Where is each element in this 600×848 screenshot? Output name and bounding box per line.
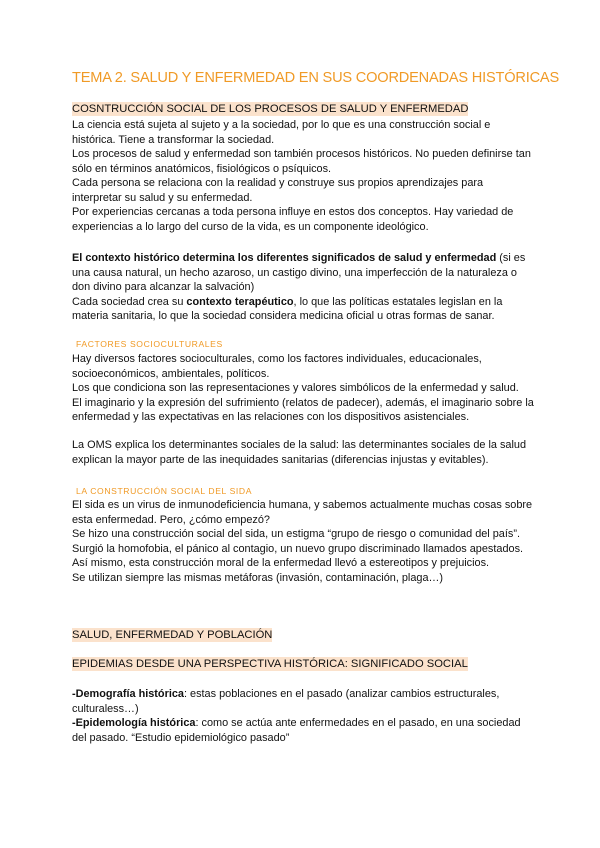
paragraph: Los que condiciona son las representaciones y valores simbólicos de la enfermedad y salud. [72,382,519,394]
paragraph: El contexto histórico determina los diferentes significados de salud y enfermedad (si es una causa natural, un hecho azaroso, un castigo divino, una imperfección de la naturaleza o don divino para alcanzar la salvación) [72,252,526,293]
section-body-oms [72,438,534,467]
paragraph: Por experiencias cercanas a toda persona influye en estos dos conceptos. Hay variedad de experiencias a lo largo del curso de la vida, es un componente ideológico. [72,206,514,233]
paragraph: Cada persona se relaciona con la realidad y construye sus propios aprendizajes para interpretar su salud y su enfermedad. [72,177,484,204]
bold-phrase: -Demografía histórica [72,688,184,700]
section-body-sida [72,498,534,585]
bold-phrase: contexto terapéutico [186,295,294,308]
paragraph: La ciencia está sujeta al sujeto y a la sociedad, por lo que es una construcción social e histórica. Tiene a transformar la sociedad. [72,119,491,146]
page-title: TEMA 2. SALUD Y ENFERMEDAD EN SUS COORDENADAS HISTÓRICAS [72,70,559,86]
list-item: -Demografía histórica: estas poblaciones en el pasado (analizar cambios estructurales, culturaless…) [72,688,500,715]
paragraph: Cada sociedad crea su contexto terapéutico, lo que las políticas estatales legislan en la materia sanitaria, lo que la sociedad considera medicina oficial u otras formas de sanar. [72,295,503,322]
section-body-construccion-social [72,118,534,234]
bold-phrase: -Epidemología histórica [72,717,196,729]
bold-phrase: El contexto histórico determina los diferentes significados de salud y enfermedad [72,252,497,264]
subheading-factores: FACTORES SOCIOCULTURALES [76,339,223,349]
paragraph: Se hizo una construcción social del sida, un estigma “grupo de riesgo o comunidad del país”. Surgió la homofobia, el pánico al contagio, un nuevo grupo discriminado llamados apestados. Así mismo, esta construcción moral de la enfermedad llevó a estereotipos y prejuicios. [72,528,524,569]
paragraph: El imaginario y la expresión del sufrimiento (relatos de padecer), además, el imaginario sobre la enfermedad y las expectativas en las relaciones con los dispositivos asistenciales. [72,396,534,423]
paragraph: Se utilizan siempre las mismas metáforas (invasión, contaminación, plaga…) [72,571,444,584]
subheading-sida: LA CONSTRUCCIÓN SOCIAL DEL SIDA [76,486,253,496]
section-heading-epidemias: EPIDEMIAS DESDE UNA PERSPECTIVA HISTÓRICA: SIGNIFICADO SOCIAL [72,658,468,670]
section-body-epidemias [72,687,534,745]
section-heading-construccion-social: COSNTRUCCIÓN SOCIAL DE LOS PROCESOS DE SALUD Y ENFERMEDAD [72,103,469,115]
paragraph: Hay diversos factores socioculturales, como los factores individuales, educacionales, socioeconómicos, ambientales, políticos. [72,353,482,380]
section-body-factores [72,352,534,425]
paragraph: Los procesos de salud y enfermedad son también procesos históricos. No pueden definirse tan sólo en términos anatómicos, fisiológicos o psíquicos. [72,148,531,175]
section-body-contexto [72,251,534,324]
section-heading-poblacion: SALUD, ENFERMEDAD Y POBLACIÓN [72,629,273,641]
paragraph: La OMS explica los determinantes sociales de la salud: las determinantes sociales de la salud explican la mayor parte de las inequidades sanitarias (diferencias injustas y evitables). [72,439,527,466]
paragraph: El sida es un virus de inmunodeficiencia humana, y sabemos actualmente muchas cosas sobre esta enfermedad. Pero, ¿cómo empezó? [72,499,533,526]
list-item: -Epidemología histórica: como se actúa ante enfermedades en el pasado, en una sociedad del pasado. “Estudio epidemiológico pasado” [72,717,521,744]
